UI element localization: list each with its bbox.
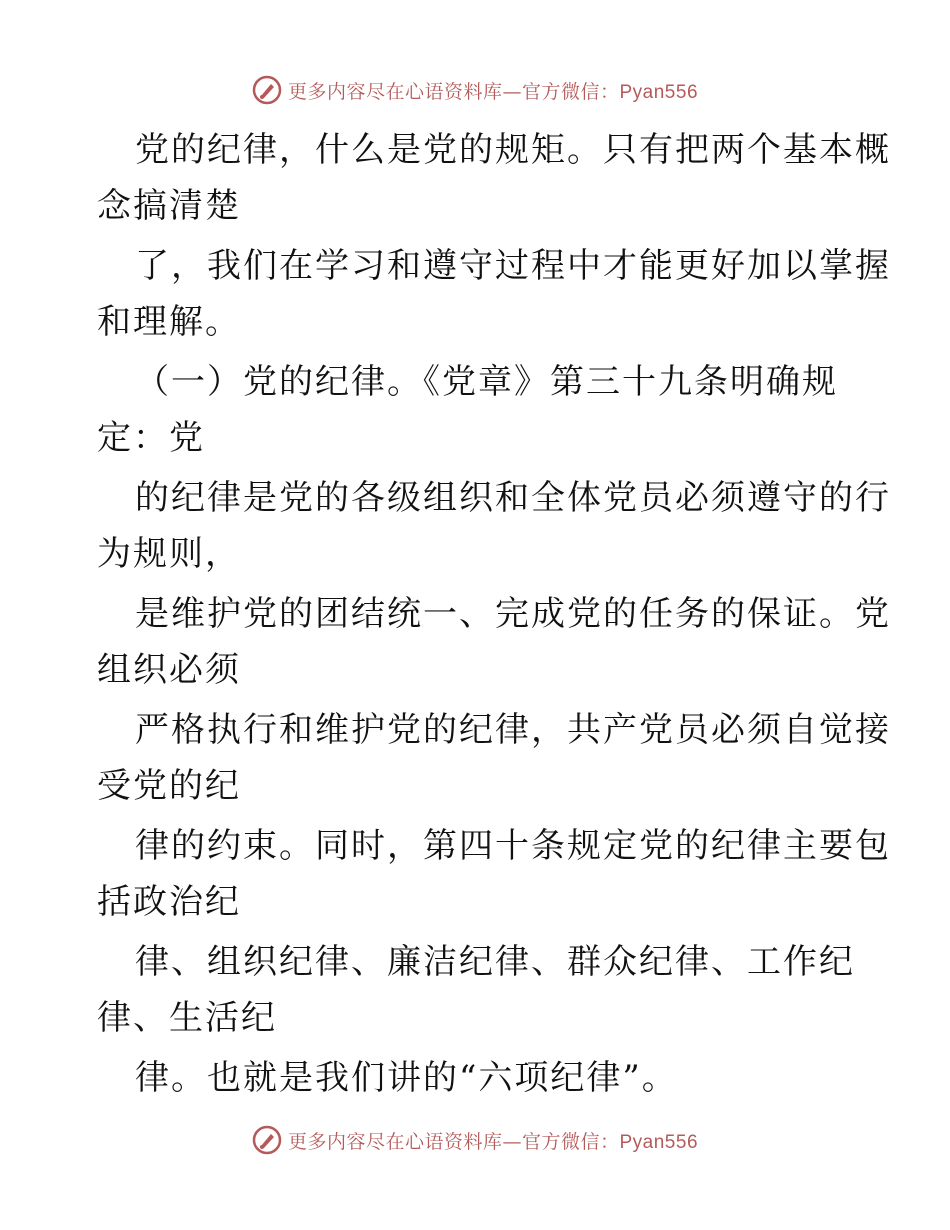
banner-main-text: 更多内容尽在心语资料库 <box>287 80 503 103</box>
logo-icon <box>252 1125 282 1155</box>
text-line: 律。也就是我们讲的“六项纪律”。 <box>135 1058 678 1098</box>
text-line: 为规则， <box>97 534 241 574</box>
text-line: 的纪律是党的各级组织和全体党员必须遵守的行 <box>135 478 891 518</box>
text-line: 括政治纪 <box>97 882 241 922</box>
text-line: 定：党 <box>97 418 205 458</box>
text-line: 组织必须 <box>97 650 241 690</box>
text-line: 律、组织纪律、廉洁纪律、群众纪律、工作纪 <box>135 942 855 982</box>
footer-banner <box>0 1120 950 1160</box>
banner-separator: — <box>502 80 522 103</box>
text-line: 念搞清楚 <box>97 186 241 226</box>
banner-wechat-id: Pyan556 <box>619 1131 699 1153</box>
text-line: 受党的纪 <box>97 766 241 806</box>
text-line: 和理解。 <box>97 302 241 342</box>
text-line: 律的约束。同时，第四十条规定党的纪律主要包 <box>135 826 891 866</box>
banner-wechat-label: 官方微信： <box>521 1130 620 1153</box>
text-line: 了，我们在学习和遵守过程中才能更好加以掌握 <box>135 246 891 286</box>
logo-icon <box>252 75 282 105</box>
text-line: 党的纪律，什么是党的规矩。只有把两个基本概 <box>135 130 891 170</box>
banner-wechat-id: Pyan556 <box>619 81 699 103</box>
banner-main-text: 更多内容尽在心语资料库 <box>287 1130 503 1153</box>
text-line: 严格执行和维护党的纪律，共产党员必须自觉接 <box>135 710 891 750</box>
banner-wechat-label: 官方微信： <box>521 80 620 103</box>
header-banner <box>0 70 950 110</box>
banner-separator: — <box>502 1130 522 1153</box>
text-line: 是维护党的团结统一、完成党的任务的保证。党 <box>135 594 891 634</box>
text-line: 律、生活纪 <box>97 998 277 1038</box>
banner-text <box>288 1127 698 1154</box>
banner-text <box>288 77 698 104</box>
text-line: （一）党的纪律。《党章》第三十九条明确规 <box>135 362 838 402</box>
